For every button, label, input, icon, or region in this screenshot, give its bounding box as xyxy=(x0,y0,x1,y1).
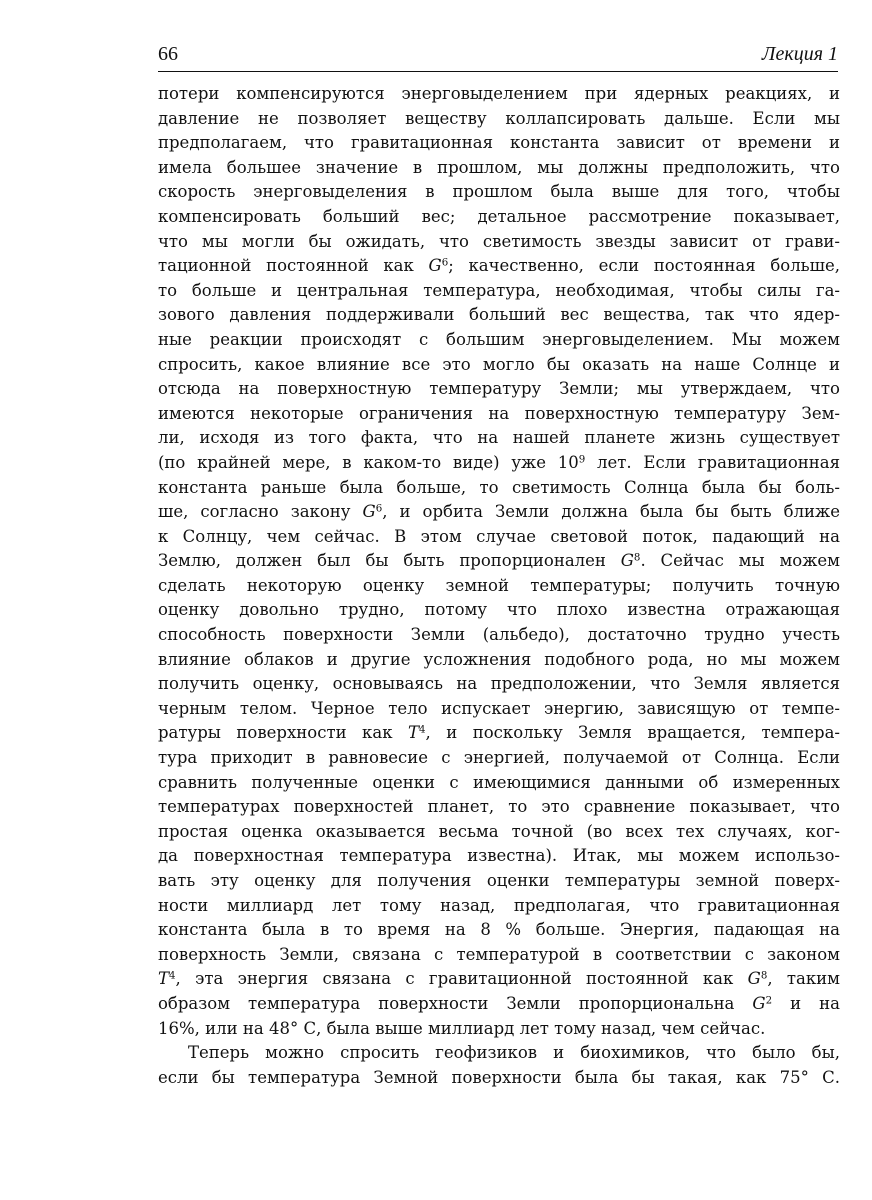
text-run: потери компенсируются энерговыделением при ядерных реакциях, и xyxy=(158,84,840,103)
text-line xyxy=(158,107,840,132)
text-run: лет. Если гравитационная xyxy=(585,452,840,472)
text-line xyxy=(158,943,840,968)
text-line xyxy=(158,1041,840,1066)
text-line xyxy=(158,476,840,501)
text-run: Теперь можно спросить геофизиков и биохимиков, что было бы, xyxy=(188,1043,840,1063)
text-line xyxy=(158,648,840,673)
text-line xyxy=(158,795,840,820)
math-variable: G xyxy=(620,551,634,571)
text-run: сделать некоторую оценку земной температуры; получить точную xyxy=(158,575,840,595)
text-line xyxy=(158,451,840,476)
text-run: отсюда на поверхностную температуру Земли; мы утверждаем, что xyxy=(158,379,840,399)
exponent: 6 xyxy=(375,503,383,515)
text-run: , эта энергия связана с гравитационной постоянной как xyxy=(175,969,748,989)
text-line xyxy=(158,1017,840,1042)
text-line xyxy=(158,426,840,451)
text-run: простая оценка оказывается весьма точной (во всех тех случаях, ког- xyxy=(158,821,840,841)
text-run: (по крайней мере, в каком-то виде) уже 10 xyxy=(158,452,579,472)
text-run: то больше и центральная температура, необходимая, чтобы силы га- xyxy=(158,280,840,300)
text-run: имела большее значение в прошлом, мы должны предположить, что xyxy=(158,157,840,177)
header-rule xyxy=(158,71,838,72)
body-text xyxy=(158,82,840,1090)
text-run: получить оценку, основываясь на предположении, что Земля является xyxy=(158,674,840,694)
text-run: спросить, какое влияние все это могло бы оказать на наше Солнце и xyxy=(158,354,840,374)
text-line xyxy=(158,205,840,230)
page-number: 66 xyxy=(158,43,178,65)
text-run: образом температура поверхности Земли пропорциональна xyxy=(158,993,753,1013)
text-line xyxy=(158,328,840,353)
text-run: зового давления поддерживали больший вес вещества, так что ядер- xyxy=(158,305,840,325)
text-line xyxy=(158,82,840,107)
text-run: к Солнцу, чем сейчас. В этом случае световой поток, падающий на xyxy=(158,526,840,546)
text-line xyxy=(158,1066,840,1091)
text-line xyxy=(158,771,840,796)
text-run: константа была в то время на 8 % больше. Энергия, падающая на xyxy=(158,920,840,940)
text-run: температурах поверхностей планет, то это сравнение показывает, что xyxy=(158,797,840,817)
text-line xyxy=(158,721,840,746)
text-run: поверхность Земли, связана с температурой в соответствии с законом xyxy=(158,944,840,964)
text-line xyxy=(158,402,840,427)
text-run: да поверхностная температура известна). Итак, мы можем использо- xyxy=(158,846,840,866)
text-run: компенсировать больший вес; детальное рассмотрение показывает, xyxy=(158,206,840,226)
text-line xyxy=(158,574,840,599)
text-run: ли, исходя из того факта, что на нашей планете жизнь существует xyxy=(158,428,840,448)
text-line xyxy=(158,180,840,205)
math-variable: G xyxy=(428,256,442,276)
text-run: ности миллиард лет тому назад, предполагая, что гравитационная xyxy=(158,895,840,915)
running-title: Лекция 1 xyxy=(761,43,838,65)
text-line xyxy=(158,894,840,919)
text-line xyxy=(158,918,840,943)
text-run: ные реакции происходят с большим энерговыделением. Мы можем xyxy=(158,329,840,349)
math-variable: T xyxy=(408,723,420,743)
math-variable: G xyxy=(362,502,376,522)
text-run: , и орбита Земли должна была бы быть ближе xyxy=(382,502,840,522)
text-run: способность поверхности Земли (альбедо), достаточно трудно учесть xyxy=(158,625,840,645)
text-run: скорость энерговыделения в прошлом была выше для того, чтобы xyxy=(158,182,840,202)
text-run: вать эту оценку для получения оценки температуры земной поверх- xyxy=(158,871,840,890)
text-run: ше, согласно закону xyxy=(158,502,363,522)
text-run: , и поскольку Земля вращается, темпера- xyxy=(425,723,840,743)
text-line xyxy=(158,131,840,156)
exponent: 8 xyxy=(760,970,768,982)
text-line xyxy=(158,230,840,255)
text-line xyxy=(158,525,840,550)
text-run: тура приходит в равновесие с энергией, получаемой от Солнца. Если xyxy=(158,748,840,768)
text-run: влияние облаков и другие усложнения подобного рода, но мы можем xyxy=(158,649,840,669)
text-run: давление не позволяет веществу коллапсировать дальше. Если мы xyxy=(158,108,840,128)
text-run: сравнить полученные оценки с имеющимися данными об измеренных xyxy=(158,772,840,792)
text-run: если бы температура Земной поверхности была бы такая, как 75° С. xyxy=(158,1067,840,1087)
exponent: 4 xyxy=(169,970,176,982)
text-line xyxy=(158,844,840,869)
exponent: 9 xyxy=(578,454,586,466)
text-run: константа раньше была больше, то светимость Солнца была бы боль- xyxy=(158,477,840,497)
text-run: предполагаем, что гравитационная константа зависит от времени и xyxy=(158,133,840,153)
text-line xyxy=(158,353,840,378)
text-line xyxy=(158,377,840,402)
text-line xyxy=(158,598,840,623)
text-run: Землю, должен был бы быть пропорционален xyxy=(158,551,621,571)
text-line xyxy=(158,549,840,574)
text-run: черным телом. Черное тело испускает энергию, зависящую от темпе- xyxy=(158,698,840,718)
math-variable: G xyxy=(752,993,766,1013)
text-run: , таким xyxy=(767,969,840,989)
text-line xyxy=(158,156,840,181)
text-line xyxy=(158,869,840,894)
math-variable: T xyxy=(158,969,170,989)
text-run: оценку довольно трудно, потому что плохо известна отражающая xyxy=(158,600,840,620)
text-line xyxy=(158,500,840,525)
text-run: и на xyxy=(772,993,840,1013)
text-line xyxy=(158,746,840,771)
math-variable: G xyxy=(747,969,761,989)
text-line xyxy=(158,820,840,845)
text-line xyxy=(158,254,840,279)
page-header xyxy=(158,38,838,66)
text-run: ратуры поверхности как xyxy=(158,723,408,743)
text-line xyxy=(158,672,840,697)
exponent: 2 xyxy=(765,995,773,1007)
text-line xyxy=(158,967,840,992)
exponent: 4 xyxy=(419,724,426,736)
text-line xyxy=(158,279,840,304)
exponent: 6 xyxy=(441,257,449,269)
text-line xyxy=(158,992,840,1017)
text-run: имеются некоторые ограничения на поверхностную температуру Зем- xyxy=(158,403,840,423)
text-run: 16%, или на 48° С, была выше миллиард лет тому назад, чем сейчас. xyxy=(158,1018,766,1038)
text-run: тационной постоянной как xyxy=(158,256,429,276)
text-run: ; качественно, если постоянная больше, xyxy=(448,256,841,276)
text-line xyxy=(158,303,840,328)
text-line xyxy=(158,697,840,722)
exponent: 8 xyxy=(633,552,641,564)
text-run: . Сейчас мы можем xyxy=(640,551,840,571)
text-line xyxy=(158,623,840,648)
text-run: что мы могли бы ожидать, что светимость звезды зависит от грави- xyxy=(158,231,840,251)
